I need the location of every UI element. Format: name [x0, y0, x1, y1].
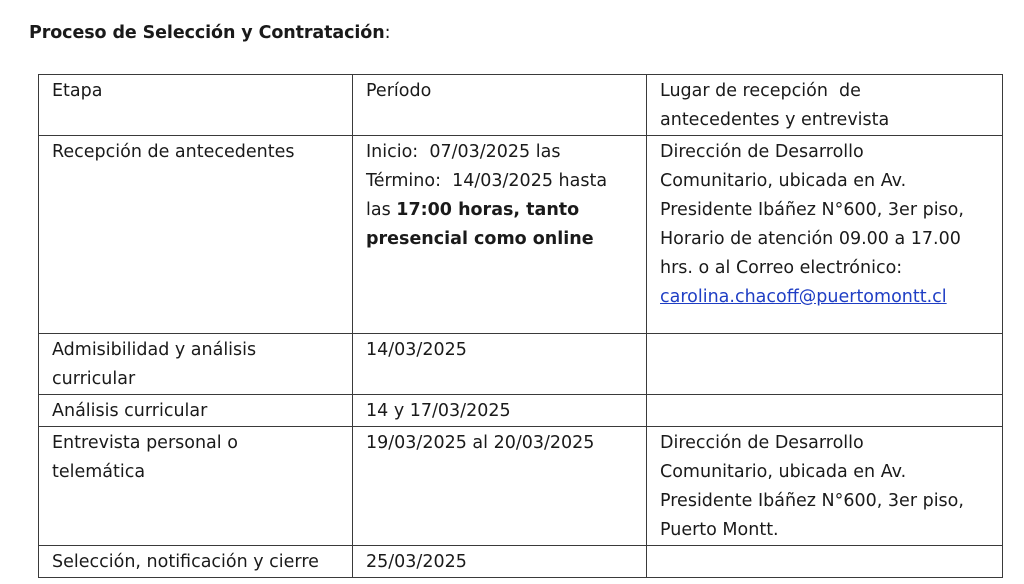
etapa-line-2: curricular	[52, 369, 136, 389]
cell-etapa: Recepción de antecedentes	[39, 136, 353, 334]
cell-periodo: 25/03/2025	[353, 546, 647, 578]
section-heading-colon: :	[384, 23, 391, 43]
table-row-recepcion	[39, 136, 1003, 334]
header-periodo: Período	[353, 75, 647, 136]
header-lugar	[647, 75, 1003, 136]
periodo-line-2: Término: 14/03/2025 hasta	[366, 171, 608, 191]
lugar-line-2: Comunitario, ubicada en Av.	[660, 171, 907, 191]
cell-etapa	[39, 427, 353, 546]
table-row-analisis	[39, 395, 1003, 427]
lugar-line-4: Horario de atención 09.00 a 17.00	[660, 229, 961, 249]
periodo-line-3: las 17:00 horas, tanto	[366, 200, 580, 220]
etapa-line-2: telemática	[52, 462, 146, 482]
lugar-line-2: Comunitario, ubicada en Av.	[660, 462, 907, 482]
header-etapa: Etapa	[39, 75, 353, 136]
cell-periodo	[353, 136, 647, 334]
lugar-line-3: Presidente Ibáñez N°600, 3er piso,	[660, 200, 964, 220]
etapa-line-1: Entrevista personal o	[52, 433, 238, 453]
periodo-line-4: presencial como online	[366, 229, 594, 249]
cell-lugar	[647, 334, 1003, 395]
cell-etapa	[39, 334, 353, 395]
header-lugar-line-1: Lugar de recepción de	[660, 81, 861, 101]
email-link[interactable]: carolina.chacoff@puertomontt.cl	[660, 287, 947, 307]
cell-etapa: Selección, notificación y cierre	[39, 546, 353, 578]
section-heading-text: Proceso de Selección y Contratación	[29, 23, 385, 43]
table-row-entrevista	[39, 427, 1003, 546]
table-header-row	[39, 75, 1003, 136]
selection-process-table	[38, 74, 1003, 578]
cell-lugar	[647, 546, 1003, 578]
cell-lugar	[647, 136, 1003, 334]
lugar-line-3: Presidente Ibáñez N°600, 3er piso,	[660, 491, 964, 511]
lugar-line-1: Dirección de Desarrollo	[660, 433, 864, 453]
cell-periodo: 19/03/2025 al 20/03/2025	[353, 427, 647, 546]
lugar-line-5: hrs. o al Correo electrónico:	[660, 258, 903, 278]
table-row-admisibilidad	[39, 334, 1003, 395]
etapa-line-1: Admisibilidad y análisis	[52, 340, 257, 360]
section-heading	[29, 23, 390, 43]
periodo-line-1: Inicio: 07/03/2025 las	[366, 142, 561, 162]
cell-periodo: 14/03/2025	[353, 334, 647, 395]
cell-periodo: 14 y 17/03/2025	[353, 395, 647, 427]
cell-lugar	[647, 395, 1003, 427]
lugar-line-1: Dirección de Desarrollo	[660, 142, 864, 162]
lugar-line-4: Puerto Montt.	[660, 520, 779, 540]
header-lugar-line-2: antecedentes y entrevista	[660, 110, 890, 130]
table-row-seleccion	[39, 546, 1003, 578]
cell-lugar	[647, 427, 1003, 546]
cell-etapa: Análisis curricular	[39, 395, 353, 427]
